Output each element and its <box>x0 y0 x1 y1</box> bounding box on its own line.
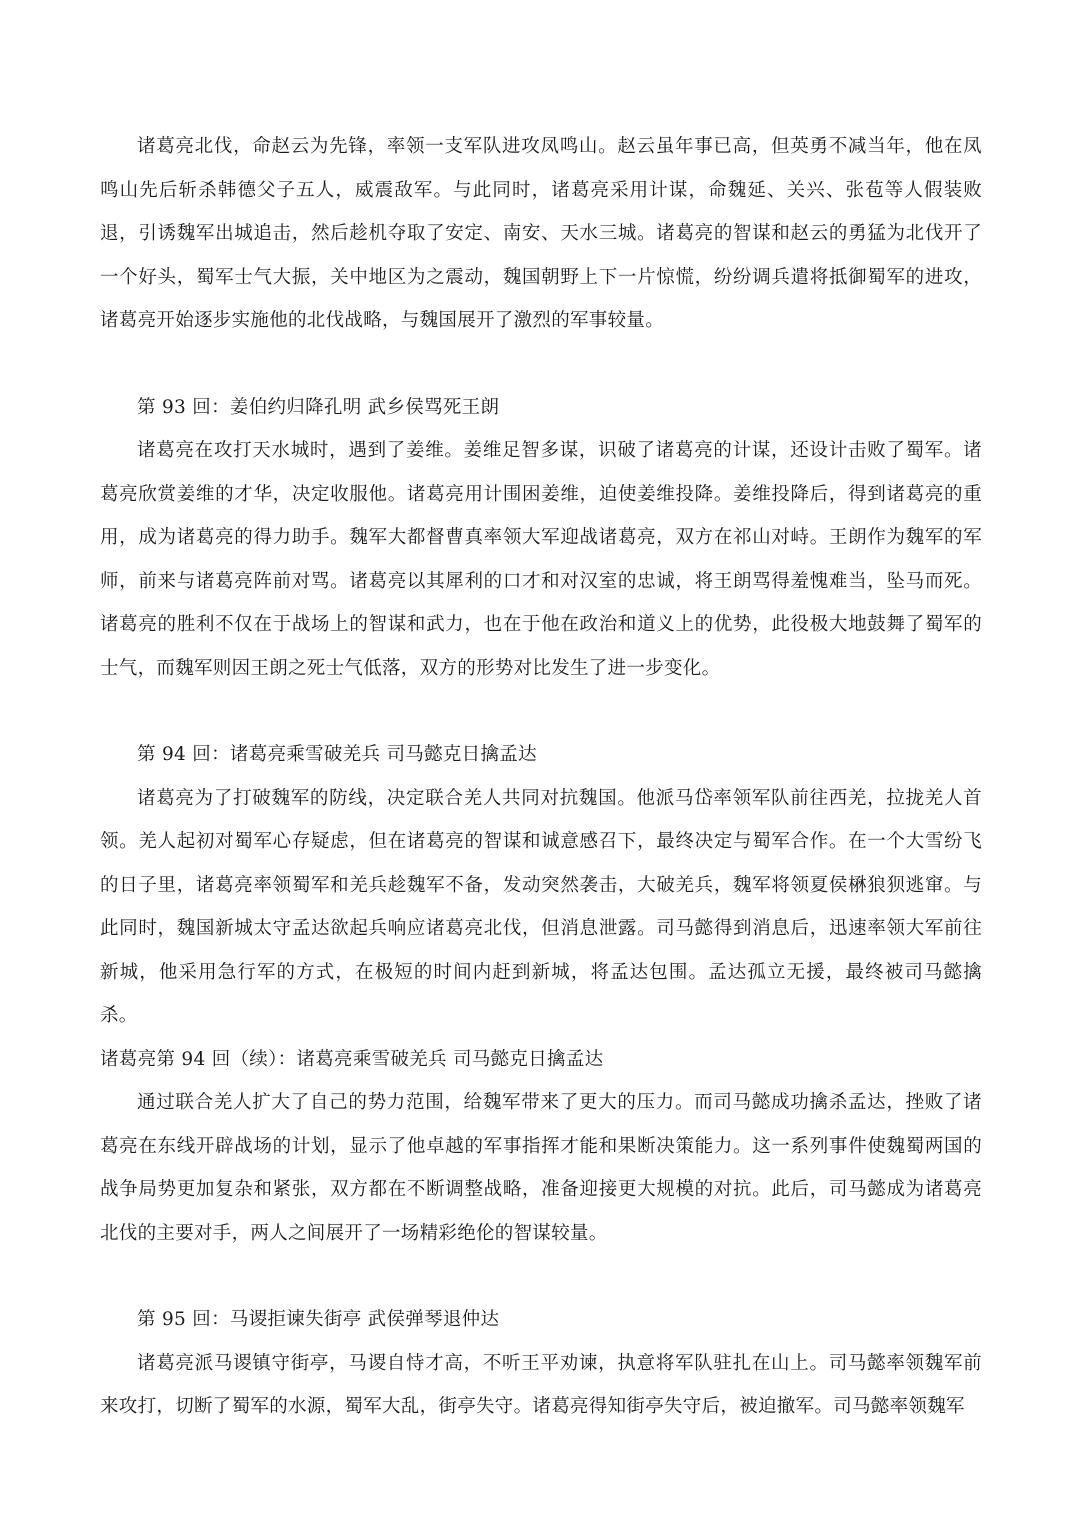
chapter-94-continued-title: 诸葛亮第 94 回（续）：诸葛亮乘雪破羌兵 司马懿克日擒孟达 <box>100 1048 604 1070</box>
chapter-94-title: 第 94 回：诸葛亮乘雪破羌兵 司马懿克日擒孟达 <box>137 744 537 765</box>
intro-paragraph: 诸葛亮北伐，命赵云为先锋，率领一支军队进攻凤鸣山。赵云虽年事已高，但英勇不减当年，他在凤鸣山先后斩杀韩德父子五人，威震敌军。与此同时，诸葛亮采用计谋，命魏延、关兴、张苞等人假装败退，引诱魏军出城追击，然后趁机夺取了安定、南安、天水三城。诸葛亮的智谋和赵云的勇猛为北伐开了一个好头，蜀军士气大振，关中地区为之震动，魏国朝野上下一片惊慌，纷纷调兵遣将抵御蜀军的进攻，诸葛亮开始逐步实施他的北伐战略，与魏国展开了激烈的军事较量。 <box>100 136 982 331</box>
chapter-94-continued-paragraph: 通过联合羌人扩大了自己的势力范围，给魏军带来了更大的压力。而司马懿成功擒杀孟达，挫败了诸葛亮在东线开辟战场的计划，显示了他卓越的军事指挥才能和果断决策能力。这一系列事件使魏蜀两国的战争局势更加复杂和紧张，双方都在不断调整战略，准备迎接更大规模的对抗。此后，司马懿成为诸葛亮北伐的主要对手，两人之间展开了一场精彩绝伦的智谋较量。 <box>100 1092 982 1244</box>
chapter-95-title: 第 95 回：马谡拒谏失街亭 武侯弹琴退仲达 <box>137 1309 500 1330</box>
chapter-93-paragraph: 诸葛亮在攻打天水城时，遇到了姜维。姜维足智多谋，识破了诸葛亮的计谋，还设计击败了蜀军。诸葛亮欣赏姜维的才华，决定收服他。诸葛亮用计围困姜维，迫使姜维投降。姜维投降后，得到诸葛亮的重用，成为诸葛亮的得力助手。魏军大都督曹真率领大军迎战诸葛亮，双方在祁山对峙。王朗作为魏军的军师，前来与诸葛亮阵前对骂。诸葛亮以其犀利的口才和对汉室的忠诚，将王朗骂得羞愧难当，坠马而死。诸葛亮的胜利不仅在于战场上的智谋和武力，也在于他在政治和道义上的优势，此役极大地鼓舞了蜀军的士气，而魏军则因王朗之死士气低落，双方的形势对比发生了进一步变化。 <box>100 440 982 679</box>
chapter-94-paragraph: 诸葛亮为了打破魏军的防线，决定联合羌人共同对抗魏国。他派马岱率领军队前往西羌，拉拢羌人首领。羌人起初对蜀军心存疑虑，但在诸葛亮的智谋和诚意感召下，最终决定与蜀军合作。在一个大雪纷飞的日子里，诸葛亮率领蜀军和羌兵趁魏军不备，发动突然袭击，大破羌兵，魏军将领夏侯楙狼狈逃窜。与此同时，魏国新城太守孟达欲起兵响应诸葛亮北伐，但消息泄露。司马懿得到消息后，迅速率领大军前往新城，他采用急行军的方式，在极短的时间内赶到新城，将孟达包围。孟达孤立无援，最终被司马懿擒杀。 <box>100 787 982 1026</box>
section-spacer <box>100 343 982 386</box>
section-spacer <box>100 1255 982 1298</box>
chapter-93-title: 第 93 回：姜伯约归降孔明 武乡侯骂死王朗 <box>137 396 500 418</box>
chapter-95-paragraph: 诸葛亮派马谡镇守街亭，马谡自恃才高，不听王平劝谏，执意将军队驻扎在山上。司马懿率领魏军前来攻打，切断了蜀军的水源，蜀军大乱，街亭失守。诸葛亮得知街亭失守后，被迫撤军。司马懿率领魏军 <box>100 1352 982 1417</box>
section-spacer <box>100 690 982 733</box>
